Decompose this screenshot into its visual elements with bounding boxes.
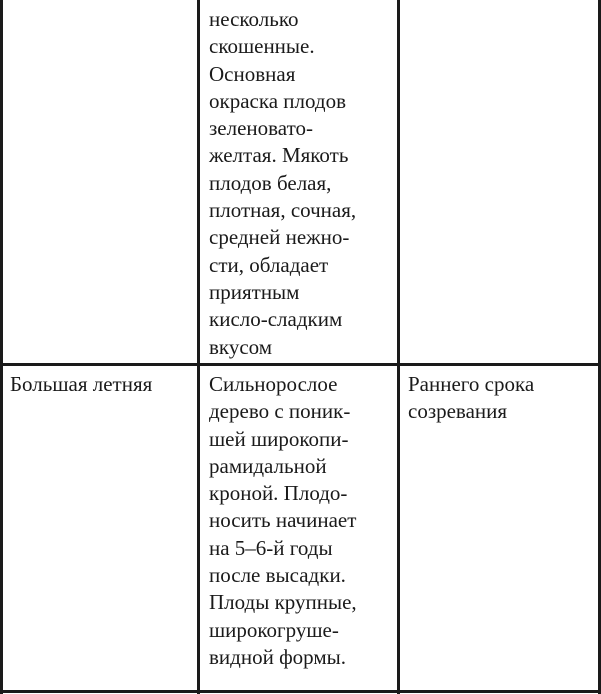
description-line: желтая. Мякоть	[209, 143, 349, 168]
table-border-left	[0, 0, 3, 694]
row-1-description-cell	[209, 6, 356, 361]
description-line: окраска плодов	[209, 88, 347, 113]
description-line: широкогруше-	[209, 617, 339, 642]
description-line: шей широкопи-	[209, 426, 349, 451]
description-line: на 5–6-й годы	[209, 535, 333, 560]
description-line: Плоды крупные,	[209, 590, 357, 615]
column-divider-1	[197, 0, 200, 694]
description-line: плодов белая,	[209, 170, 332, 195]
ripening-line: созревания	[408, 399, 508, 424]
row-2-ripening-cell	[408, 371, 534, 426]
column-divider-2	[397, 0, 400, 694]
description-line: сти, обладает	[209, 252, 329, 277]
description-line: после высадки.	[209, 563, 346, 588]
description-line: зеленовато-	[209, 116, 313, 141]
description-line: плотная, сочная,	[209, 198, 357, 223]
description-line: носить начинает	[209, 508, 357, 533]
row-2-description-cell	[209, 371, 357, 671]
description-line: несколько	[209, 7, 299, 31]
row-2-variety-cell: Большая летняя	[10, 372, 153, 396]
description-line: Основная	[209, 61, 296, 86]
description-line: видной формы.	[209, 644, 347, 669]
description-line: дерево с поник-	[209, 399, 351, 424]
description-line: приятным	[209, 279, 300, 304]
row-divider	[0, 363, 601, 366]
description-line: кроной. Плодо-	[209, 481, 348, 506]
ripening-line: Раннего срока	[408, 372, 535, 396]
description-line: кисло-сладким	[209, 307, 343, 332]
table-border-bottom	[0, 690, 601, 693]
description-line: Сильнорослое	[209, 372, 338, 396]
description-line: скошенные.	[209, 34, 315, 59]
description-line: вкусом	[209, 334, 273, 359]
description-line: средней нежно-	[209, 225, 350, 250]
description-line: рамидальной	[209, 453, 327, 478]
